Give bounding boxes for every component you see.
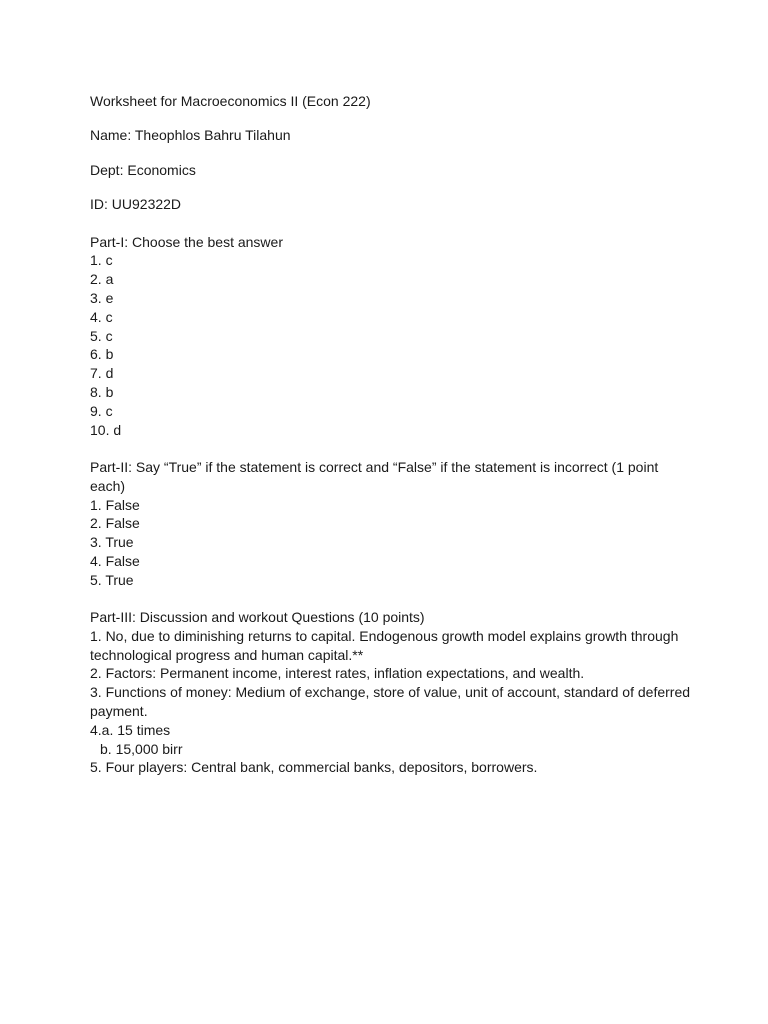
part1-answer: 2. a xyxy=(90,271,114,288)
part1-answer: 3. e xyxy=(90,289,114,306)
part3-answer: 4.a. 15 times xyxy=(90,721,171,738)
part2-answer: 5. True xyxy=(90,571,134,588)
part3-answer: 2. Factors: Permanent income, interest rates, inflation expectations, and wealth. xyxy=(90,665,585,682)
part2-answer: 2. False xyxy=(90,515,140,532)
document-page xyxy=(90,92,694,777)
student-dept: Dept: Economics xyxy=(90,161,196,178)
part1-answer: 9. c xyxy=(90,402,113,419)
part3-section xyxy=(90,608,694,777)
part1-heading: Part-I: Choose the best answer xyxy=(90,233,283,250)
part1-answer: 10. d xyxy=(90,421,122,438)
part1-answer: 7. d xyxy=(90,365,114,382)
part1-answer: 4. c xyxy=(90,308,113,325)
part2-answer: 4. False xyxy=(90,552,140,569)
part1-answer: 1. c xyxy=(90,252,113,269)
part1-answer: 6. b xyxy=(90,346,114,363)
part1-answer: 8. b xyxy=(90,383,114,400)
part3-answer: 3. Functions of money: Medium of exchange, store of value, unit of account, standard of deferred payment. xyxy=(90,684,694,720)
part3-heading: Part-III: Discussion and workout Questions (10 points) xyxy=(90,609,425,626)
part2-answer: 3. True xyxy=(90,534,134,551)
worksheet-title: Worksheet for Macroeconomics II (Econ 222) xyxy=(90,93,371,109)
part1-section xyxy=(90,233,690,440)
part1-answer: 5. c xyxy=(90,327,113,344)
student-id: ID: UU92322D xyxy=(90,196,182,213)
part2-answer: 1. False xyxy=(90,496,140,513)
part3-answer: 5. Four players: Central bank, commercial banks, depositors, borrowers. xyxy=(90,759,538,776)
student-name: Name: Theophlos Bahru Tilahun xyxy=(90,127,291,144)
part2-heading: Part-II: Say “True” if the statement is correct and “False” if the statement is incorrect (1 point each) xyxy=(90,458,663,494)
part2-section xyxy=(90,458,690,590)
part3-answer: b. 15,000 birr xyxy=(100,740,183,757)
part3-answer: 1. No, due to diminishing returns to capital. Endogenous growth model explains growth through technological progress and human capital.** xyxy=(90,627,683,663)
